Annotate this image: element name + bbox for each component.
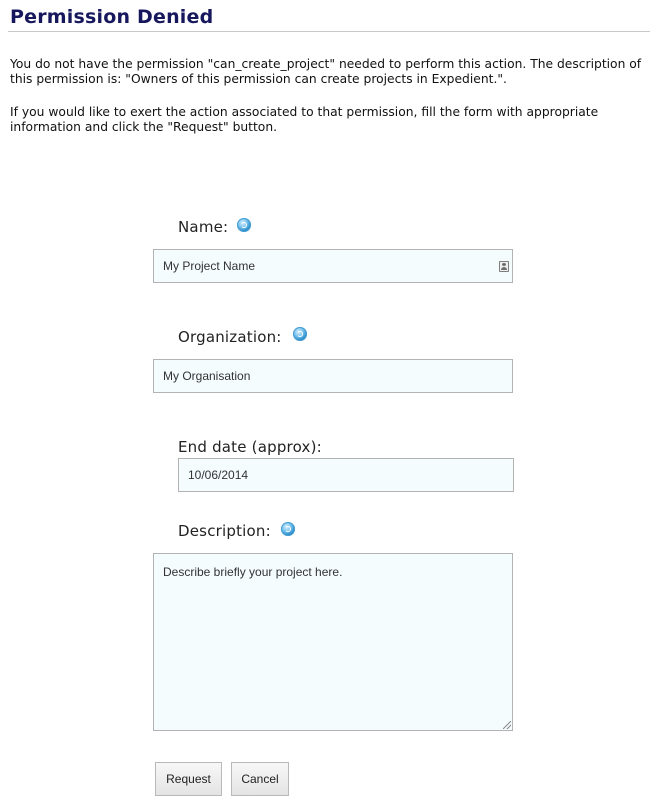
help-icon[interactable] xyxy=(281,522,295,536)
end-date-label: End date (approx): xyxy=(178,438,322,456)
name-label: Name: xyxy=(178,218,229,236)
description-textarea[interactable] xyxy=(153,553,513,731)
permission-message: You do not have the permission "can_create_project" needed to perform this action. The description of this permission is: "Owners of this permission can create projects in Expedient.". xyxy=(10,57,642,86)
organization-input[interactable] xyxy=(153,359,513,393)
help-icon[interactable] xyxy=(293,327,307,341)
name-input[interactable] xyxy=(153,249,513,283)
title-divider xyxy=(8,31,650,32)
request-button[interactable]: Request xyxy=(155,762,222,796)
request-instructions: If you would like to exert the action associated to that permission, fill the form with appropriate information and click the "Request" button. xyxy=(10,105,599,134)
resize-grip-icon[interactable] xyxy=(503,721,511,729)
help-icon[interactable] xyxy=(237,218,251,232)
end-date-input[interactable] xyxy=(178,458,514,492)
contact-card-icon[interactable] xyxy=(499,261,509,272)
page-title: Permission Denied xyxy=(10,6,214,28)
cancel-button[interactable]: Cancel xyxy=(231,762,289,796)
organization-label: Organization: xyxy=(178,328,282,346)
description-label: Description: xyxy=(178,522,271,540)
